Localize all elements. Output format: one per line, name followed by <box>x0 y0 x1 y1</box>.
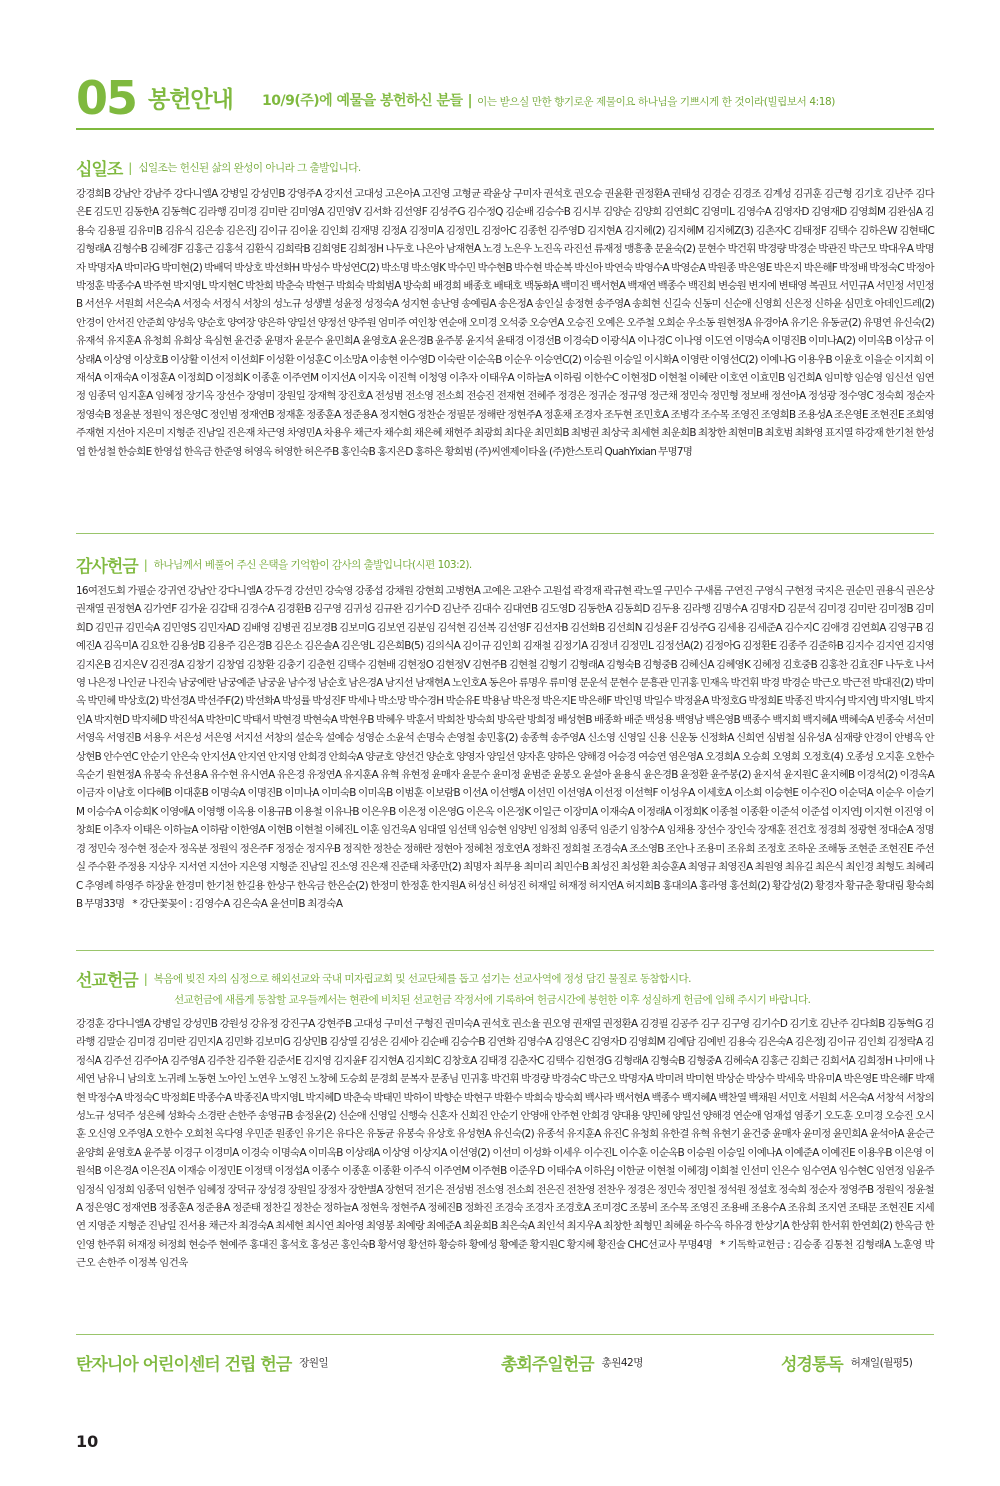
mission-names: 강경훈 강다니엘A 강병일 강성민B 강원성 강유정 강진구A 강현주B 고대성 구미선 구형진 권미숙A 권석호 권소율 권오영 권재열 권정환A 김경필 김공주 김구 김구영 김기수D 김기호 김난주 김다희B 김동혁G 김라행 김말순 김미경 김미란 김민지A 김민화 김보미G 김상민B 김상열 김성은 김세아 김순배 김승수B 김연화 김영수A 김영은C 김영자D 김영희M 김예담 김예빈 김용숙 김은숙A 김은정J 김이규 김인회 김정락A 김정식A 김주선 김주아A 김주영A 김주찬 김주환 김준서E 김지영 김지윤F 김지현A 김지회C 김창호A 김태경 김춘자C 김택수 김현경G 김형래A 김형숙B 김형중A 김혜숙A 김홍근 김희근 김희서A 김희정H 나미애 나세연 남유니 남의호 노귀례 노동현 노아인 노연우 노영진 노창혜 도승희 문경희 문복자 문종님 민귀홍 박건휘 박경량 박경숙C 박근오 박명자A 박미려 박미현 박상순 박상수 박세욱 박유미A 박은영E 박은해F 박재현 박정수A 박정숙C 박정희E 박종수A 박종진A 박지영L 박지혜D 박춘숙 박태민 박하이 박향순 박현구 박환수 박희숙 방숙희 백사라 백서현A 백종수 백지혜A 백찬열 백채원 서민호 서원희 서은숙A 서창석 서창의 성노규 성덕주 성은혜 성화숙 소경란 손한주 송영규B 송정윤(2) 신순애 신영일 신행숙 신혼자 신희진 안순기 안영애 안주현 안희경 양대용 양민혜 양일선 양해경 연순애 엄재섭 염종기 오도훈 오미경 오승진 오시훈 오신영 오주영A 오한수 오희천 옥다영 우민준 원종인 유기은 유다은 유동균 유봉숙 유상호 유성현A 유신숙(2) 유종석 유지훈A 유진C 유청희 유한결 유혁 유현기 윤건중 윤매자 윤미정 윤민희A 윤석아A 윤순근 윤양희 윤영호A 윤주봉 이경구 이경미A 이경숙 이명숙A 이미옥B 이상래A 이상영 이상지A 이선영(2) 이선미 이성화 이세우 이수진L 이수훈 이순옥B 이승원 이승일 이예나A 이예준A 이예진E 이용우B 이은영 이원석B 이은경A 이은진A 이재승 이정민E 이정택 이정섭A 이종수 이종훈 이종환 이주식 이주연M 이주현B 이준우D 이태수A 이하은J 이한균 이현철 이혜경J 이희철 인선미 인은수 임수연A 임수현C 임연정 임윤주 임정식 임정희 임종덕 임현주 임혜정 장덕규 장성경 장원일 장정자 장한별A 장현덕 전기은 전성범 전소영 전소희 전은진 전찬영 전찬우 정경은 정민숙 정민철 정석원 정설호 정숙희 정순자 정영주B 정원익 정윤철A 정은영C 정재연B 정종훈A 정준용A 정준태 정찬길 정찬순 정하늘A 정현욱 정현주A 정혜진B 정화진 조경숙 조경자 조경호A 조미경C 조봉비 조수목 조영진 조용배 조용수A 조유희 조지연 조태문 조현진E 지세연 지영준 지형준 진남일 진서용 채근자 최경숙A 최세현 최시연 최아영 최영봉 최예랑 최예준A 최윤희B 최은숙A 최인석 최지우A 최창한 최형민 최혜윤 하수옥 하유경 한상기A 한상휘 한서휘 한연희(2) 한옥금 한인영 한주휘 허재정 허정희 현승주 현예주 홍대진 홍석호 홍성곤 홍인숙B 황서영 황선하 황승하 황예성 황예준 황지원C 황지혜 황진술 CHC선교사 무명4명 <box>76 1018 934 1251</box>
thanks-description: 하나님께서 베풀어 주신 은택을 기억함이 감사의 출발입니다(시편 103:2). <box>153 559 472 571</box>
tanzania-offering-title: 탄자니아 어린이센터 건립 헌금 <box>76 1355 292 1375</box>
bible-reading-name: 허재일(월평5) <box>850 1357 913 1369</box>
bible-reading-title: 성경통독 <box>781 1355 843 1375</box>
page-number: 10 <box>76 1432 99 1451</box>
page-title: 봉헌안내 <box>148 87 233 113</box>
tithe-heading <box>76 155 934 179</box>
assembly-sunday-count: 총원42명 <box>601 1357 643 1369</box>
page-subtitle-row <box>262 91 835 112</box>
mission-title: 선교헌금 <box>76 971 138 991</box>
mission-description-2: 선교헌금에 새롭게 동참할 교우들께서는 현관에 비치된 선교헌금 작정서에 기록하여 헌금시간에 봉헌한 이후 성실하게 헌금에 임해 주시기 바랍니다. <box>174 994 811 1006</box>
tanzania-offering <box>76 1350 328 1375</box>
thanks-title: 감사헌금 <box>76 557 138 577</box>
special-offerings-row <box>76 1350 934 1380</box>
mission-donor-list <box>76 1015 934 1273</box>
christian-school-note: * 기독학교헌금 : 김승종 김통천 김형래A 노훈영 박근오 손한주 이정복 임건욱 <box>76 1238 934 1270</box>
mission-description: 복음에 빚진 자의 심정으로 해외선교와 국내 미자립교회 및 선교단체를 돕고 섬기는 선교사역에 정성 담긴 물질로 동참합시다. <box>153 973 691 985</box>
bible-verse: 이는 받으실 만한 향기로운 제물이요 하나님을 기쁘시게 한 것이라(빌립보서 4:18) <box>477 96 835 108</box>
tithe-description: 십일조는 헌신된 삶의 완성이 아니라 그 출발입니다. <box>138 162 361 174</box>
tanzania-offering-donor: 장원일 <box>299 1357 329 1369</box>
tithe-title: 십일조 <box>76 160 123 180</box>
section-divider <box>76 533 934 534</box>
thanks-heading <box>76 552 934 576</box>
section-divider <box>76 1334 934 1335</box>
mission-section <box>76 966 934 1273</box>
assembly-sunday-title: 총회주일헌금 <box>501 1355 594 1375</box>
thanks-names: 16여전도회 가필순 강귀연 강남안 강다니엘A 강두경 강선민 강숙영 강종섭 강채원 강현희 고병현A 고예은 고완수 고원섭 곽경재 곽규현 곽노열 구민수 구새롬 구연진 구영식 구현정 국지은 권순민 권용식 권은상 권재열 권정현A 김가연F 김가윤 김갑태 김경수A 김경환B 김구영 김귀성 김규완 김기수D 김난주 김대수 김대연B 김도영D 김동한A 김동희D 김두용 김라행 김명수A 김명자D 김문석 김미경 김미란 김미정B 김미희D 김민규 김민숙A 김민영S 김민자AD 김배영 김병권 김보경B 김보미G 김보연 김분임 김석현 김선복 김선영F 김선자B 김선화B 김선희N 김성윤F 김성주G 김세용 김세준A 김수지C 김애경 김연희A 김영구B 김예진A 김옥미A 김요한 김용성B 김용주 김은경B 김은소 김은솔A 김은영L 김은희B(5) 김의식A 김이규 김인회 김재철 김정기A 김정녀 김정민L 김정선A(2) 김정아G 김정환E 김종주 김준하B 김지수 김지연 김지영 김지온B 김지은V 김진경A 김창기 김창엽 김창환 김충기 김춘헌 김택수 김현배 김현정O 김현정V 김현주B 김현철 김형기 김형래A 김형숙B 김형중B 김혜신A 김혜영K 김혜정 김호중B 김홍찬 김효진F 나두호 나서영 나은정 나인균 나진숙 남궁예란 남궁예준 남궁윤 남수정 남순호 남은경A 남지선 남재현A 노인호A 동은아 류명우 류미영 문운석 문현수 문흥관 민귀홍 민재옥 박건휘 박경 박경순 박근오 박근전 박대진(2) 박미옥 박민혜 박상호(2) 박선경A 박선주F(2) 박선화A 박성률 박성진F 박세나 박소망 박수경H 박순유E 박용남 박은정 박은지E 박은해F 박인명 박일수 박정윤A 박정호G 박정희E 박종진 박지수J 박지연J 박지영L 박지인A 박지현D 박지혜D 박진석A 박찬미C 박태서 박현경 박현숙A 박현우B 박혜우 박훈서 박희찬 방숙희 방옥란 방희정 배성현B 배종화 배준 백성용 백영남 백은영B 백종수 백지희 백지혜A 백혜숙A 빈종숙 서선미 서영옥 서영진B 서용우 서은성 서은영 서지선 서창의 설순욱 설예승 성영순 소윤석 손명숙 손영철 송민홍(2) 송종혁 송주영A 신소영 신영일 신용 신운동 신정화A 신희연 심범철 심유성A 심재량 안경이 안병옥 안상현B 안수연C 안순기 안은숙 안지선A 안지연 안지영 안희경 안희숙A 양균호 양선건 양순호 양영자 양일선 양자흔 양하은 양해경 어승경 여승연 염은영A 오경희A 오승희 오영희 오정호(4) 오종성 오지훈 오한수 옥순기 원현정A 유봉숙 유선용A 유수현 유시연A 유은경 유정연A 유지훈A 유혁 유현정 윤매자 윤문수 윤미정 윤범준 윤봉오 윤설아 윤용식 윤은경B 윤정환 윤주봉(2) 윤지석 윤지원C 윤지혜B 이경석(2) 이경옥A 이금자 이남호 이다혜B 이대훈B 이명숙A 이명진B 이미나A 이미숙B 이미옥B 이범훈 이보람B 이선A 이선행A 이선민 이선영A 이선정 이선혁F 이성우A 이세호A 이소희 이승현E 이수진O 이순덕A 이순우 이슬기M 이승수A 이승희K 이영애A 이영행 이옥용 이용규B 이용철 이유나B 이은우B 이은정 이은영G 이은옥 이은정K 이일근 이장미A 이재숙A 이정래A 이정희K 이종철 이종환 이준석 이준섭 이지연J 이지현 이진영 이창희E 이추자 이태은 이하늘A 이하람 이한영A 이현B 이현철 이혜진L 이훈 임건욱A 임대열 임선택 임승현 임양빈 임정희 임종덕 임준기 임창수A 임채용 장선수 장인숙 장재훈 전건호 정경희 정광현 정대순A 정명경 정민숙 정수현 정순자 정옥분 정원익 정은주F 정정순 정지우B 정직한 정찬순 정해란 정현아 정혜천 정호연A 정화진 정희철 조경숙A 조소영B 조안나 조용미 조유희 조정호 조하운 조해동 조현준 조현진E 주선실 주수환 주정용 지상우 지서연 지선아 지은영 지형준 진남일 진소영 진은재 진준태 차종만(2) 최명자 최무용 최미리 최민수B 최성진 최성환 최승훈A 최영규 최영진A 최원영 최유길 최은식 최인경 최형도 최혜리C 추영례 하영주 하장윤 한경미 한기천 한길용 한상구 한옥금 한은순(2) 한정미 한정훈 한지원A 허성신 허성진 허재일 허재정 허지연A 허지희B 홍대의A 홍라영 홍선희(2) 황갑성(2) 황경자 황규춘 황대림 황숙희B 무명33명 <box>76 585 934 910</box>
page-header <box>76 71 936 126</box>
divider-bar: | <box>467 93 473 109</box>
assembly-sunday-offering <box>501 1350 643 1375</box>
tithe-donor-list: 강경희B 강남안 강남주 강다니엘A 강병일 강성민B 강영주A 강지선 고대성 고은아A 고진영 고형균 곽윤상 구미자 권석호 권오승 권윤환 권정환A 권태성 김경순 김경조 김계성 김귀훈 김근형 김기호 김난주 김다은E 김도민 김동한A 김동혁C 김라행 김미경 김미란 김미영A 김민영V 김서화 김선영F 김성주G 김수정Q 김순배 김승수B 김시부 김양순 김양희 김연희C 김영미L 김영수A 김영자D 김영재D 김영희M 김완심A 김용숙 김용필 김유미B 김유식 김은송 김은진J 김이규 김이윤 김인회 김재명 김정A 김정미A 김정민L 김정아C 김종헌 김주영D 김지현A 김지혜(2) 김지혜M 김지혜Z(3) 김촌자C 김태정F 김택수 김하은W 김현태C 김형래A 김형수B 김혜경F 김홍근 김홍석 김환식 김희락B 김희영E 김희정H 나두호 나은아 남재현A 노경 노은우 노진옥 라진선 류재정 맹흥총 문윤숙(2) 문현수 박건휘 박경량 박경순 박관진 박근모 박대우A 박명자 박명자A 박미라G 박미현(2) 박배덕 박상호 박선화H 박성수 박성연C(2) 박소명 박소영K 박수민 박수현B 박수현 박순복 박신아 박연숙 박영수A 박영순A 박원종 박은영E 박은지 박은해F 박정배 박정숙C 박정아 박정훈 박종수A 박주현 박지영L 박지현C 박찬희 박춘숙 박현구 박희숙 박희범A 방숙희 배경희 배종호 배태호 백동화A 백미진 백서현A 백재연 백종수 백진희 변승원 변지예 변태영 복권묘 서민규A 서민정 서민정B 서선우 서원희 서은숙A 서정숙 서정식 서창의 성노규 성생별 성윤정 성정숙A 성지현 송난영 송예림A 송은정A 송인실 송정현 송주영A 송희현 신길숙 신동미 신순애 신영희 신은정 신하윤 심민호 아데인드레(2) 안경이 안서진 안준희 양성욱 양순호 양여장 양은하 양일선 양정선 양주원 엄미주 여인창 연순애 오미경 오석중 오승연A 오승진 오예은 오주철 오희순 우소동 원현정A 유경아A 유기은 유동균(2) 유명연 유신숙(2) 유재석 유지훈A 유청희 유희상 육심현 윤건중 윤명자 윤문수 윤민희A 윤영호A 윤은경B 윤주봉 윤지석 윤태경 이경선B 이경숙D 이광식A 이나경C 이나영 이도연 이명숙A 이명진B 이미나A(2) 이미옥B 이상규 이상래A 이상영 이상호B 이상활 이선저 이선희F 이성환 이성훈C 이소망A 이송현 이수영D 이숙란 이순옥B 이순우 이승연C(2) 이승원 이승일 이시화A 이영란 이영선C(2) 이예나G 이용우B 이윤호 이을순 이지희 이재석A 이재숙A 이정훈A 이정희D 이정희K 이종훈 이주연M 이지선A 이지욱 이진혁 이청영 이추자 이태우A 이하늘A 이하림 이한수C 이현정D 이현철 이혜란 이호연 이효민B 임건희A 임미향 임순영 임신선 임연정 임종덕 임지훈A 임혜정 장기옥 장선수 장영미 장원일 장재혁 장진호A 전성범 전소영 전소희 전승진 전재현 전혜주 정경은 정귀순 정규영 정근채 정민숙 정민형 정보배 정선아A 정성광 정수영C 정숙희 정순자 정영숙B 정윤분 정원익 정은영C 정인범 정재연B 정재훈 정종훈A 정준용A 정지현G 정찬순 정필문 정해란 정현주A 정훈채 조경자 조두현 조민호A 조병각 조수목 조영진 조영희B 조용성A 조은영E 조현진E 조희영 주재현 지선아 지은미 지형준 진남일 진은재 차근영 차영민A 차용우 채근자 채수희 채은혜 채현주 최광희 최다운 최민희B 최병권 최상국 최세현 최운희B 최창한 최현미B 최호범 최화영 표지열 하강재 한기천 한성엽 한성철 한승희E 한영섭 한옥금 한준영 허영옥 허영한 허은주B 홍인숙B 홍지은D 홍하은 황희범 (주)씨엔제이타올 (주)한스토리 QuahYixian 무명7명 <box>76 188 934 458</box>
divider-bar: | <box>128 160 133 175</box>
header-rule <box>76 128 934 130</box>
bible-reading <box>781 1350 912 1375</box>
thanks-section <box>76 552 934 913</box>
page-subtitle: 10/9(주)에 예물을 봉헌하신 분들 <box>262 93 463 109</box>
divider-bar: | <box>143 971 148 986</box>
mission-heading <box>76 966 934 990</box>
section-number: 05 <box>76 71 137 125</box>
altar-flowers-note: * 강단꽃꽂이 : 김영수A 김은숙A 윤선미B 최경숙A <box>132 897 343 910</box>
thanks-donor-list <box>76 582 934 913</box>
tithe-section <box>76 155 934 461</box>
divider-bar: | <box>143 557 148 572</box>
section-divider <box>76 950 934 951</box>
